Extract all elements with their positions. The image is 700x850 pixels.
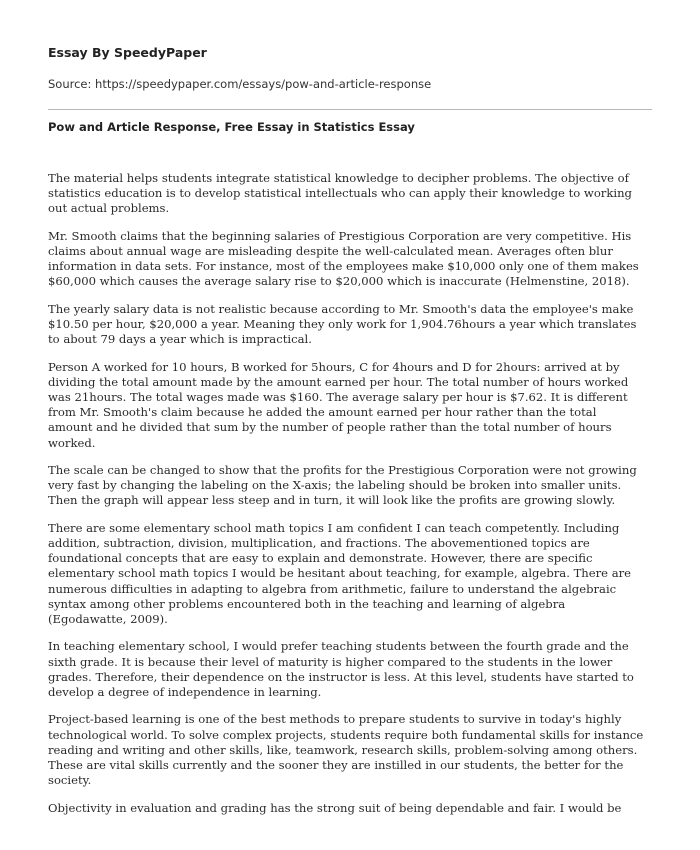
text-line: amount and he divided that sum by the number of people rather than the total number of hours [48,420,612,435]
paragraph [48,639,653,700]
text-line: syntax among other problems encountered both in the teaching and learning of algebra [48,596,566,611]
paragraph [48,521,653,627]
text-line: numerous difficulties in adapting to algebra from arithmetic, failure to understand the algebraic [48,581,617,596]
text-line: elementary school math topics I would be hesitant about teaching, for example, algebra. There are [48,566,632,581]
text-line: Project-based learning is one of the best methods to prepare students to survive in today's highly [48,712,622,727]
text-line: from Mr. Smooth's claim because he added the amount earned per hour rather than the total [48,405,597,420]
text-line: addition, subtraction, division, multiplication, and fractions. The abovementioned topics are [48,536,590,550]
text-line: (Egodawatte, 2009). [48,612,168,627]
text-line: worked. [48,435,96,450]
text-line: Objectivity in evaluation and grading has the strong suit of being dependable and fair. I would be [48,800,622,815]
text-line: reading and writing and other skills, like, teamwork, research skills, problem-solving among others. [48,742,638,757]
essay-body [48,171,653,828]
text-line: information in data sets. For instance, most of the employees make $10,000 only one of them makes [48,259,639,274]
paragraph [48,801,653,816]
text-line: sixth grade. It is because their level of maturity is higher compared to the students in the lower [48,654,613,669]
source-line: Source: https://speedypaper.com/essays/pow-and-article-response [48,77,432,91]
text-line: $10.50 per hour, $20,000 a year. Meaning they only work for 1,904.76hours a year which translates [48,317,637,331]
text-line: technological world. To solve complex projects, students require both fundamental skills for instance [48,727,644,742]
essay-title: Pow and Article Response, Free Essay in Statistics Essay [48,120,415,134]
paragraph [48,229,653,290]
text-line: grades. Therefore, their dependence on the instructor is less. At this level, students have started to [48,669,634,684]
paragraph [48,360,653,451]
text-line: claims about annual wage are misleading despite the well-calculated mean. Averages often blur [48,244,613,258]
text-line: The material helps students integrate statistical knowledge to decipher problems. The objective of [48,171,629,185]
paragraph [48,171,653,217]
text-line: The scale can be changed to show that the profits for the Prestigious Corporation were not growing [48,463,637,477]
text-line: These are vital skills currently and the sooner they are instilled in our students, the better for the [48,758,624,773]
site-title: Essay By SpeedyPaper [48,45,207,60]
text-line: statistics education is to develop statistical intellectuals who can apply their knowledge to working [48,186,632,201]
paragraph [48,302,653,348]
header-divider [48,109,652,110]
text-line: society. [48,773,92,788]
text-line: Person A worked for 10 hours, B worked for 5hours, C for 4hours and D for 2hours: arrived at by [48,359,620,374]
text-line: Then the graph will appear less steep and in turn, it will look like the profits are growing slowly. [48,493,616,508]
text-line: There are some elementary school math topics I am confident I can teach competently. Including [48,520,620,535]
text-line: The yearly salary data is not realistic because according to Mr. Smooth's data the employee's make [48,301,634,316]
paragraph [48,712,653,788]
text-line: dividing the total amount made by the amount earned per hour. The total number of hours worked [48,374,629,389]
text-line: Mr. Smooth claims that the beginning salaries of Prestigious Corporation are very competitive. His [48,228,632,243]
text-line: out actual problems. [48,201,170,216]
text-line: In teaching elementary school, I would prefer teaching students between the fourth grade and the [48,639,629,654]
text-line: $60,000 which causes the average salary rise to $20,000 which is inaccurate (Helmenstine, 2018). [48,274,630,289]
text-line: very fast by changing the labeling on the X-axis; the labeling should be broken into smaller units. [48,478,622,493]
text-line: foundational concepts that are easy to explain and demonstrate. However, there are specific [48,551,593,566]
page-header [48,45,652,92]
paragraph [48,463,653,509]
text-line: to about 79 days a year which is impractical. [48,332,312,347]
text-line: was 21hours. The total wages made was $160. The average salary per hour is $7.62. It is different [48,390,628,404]
text-line: develop a degree of independence in learning. [48,685,322,700]
